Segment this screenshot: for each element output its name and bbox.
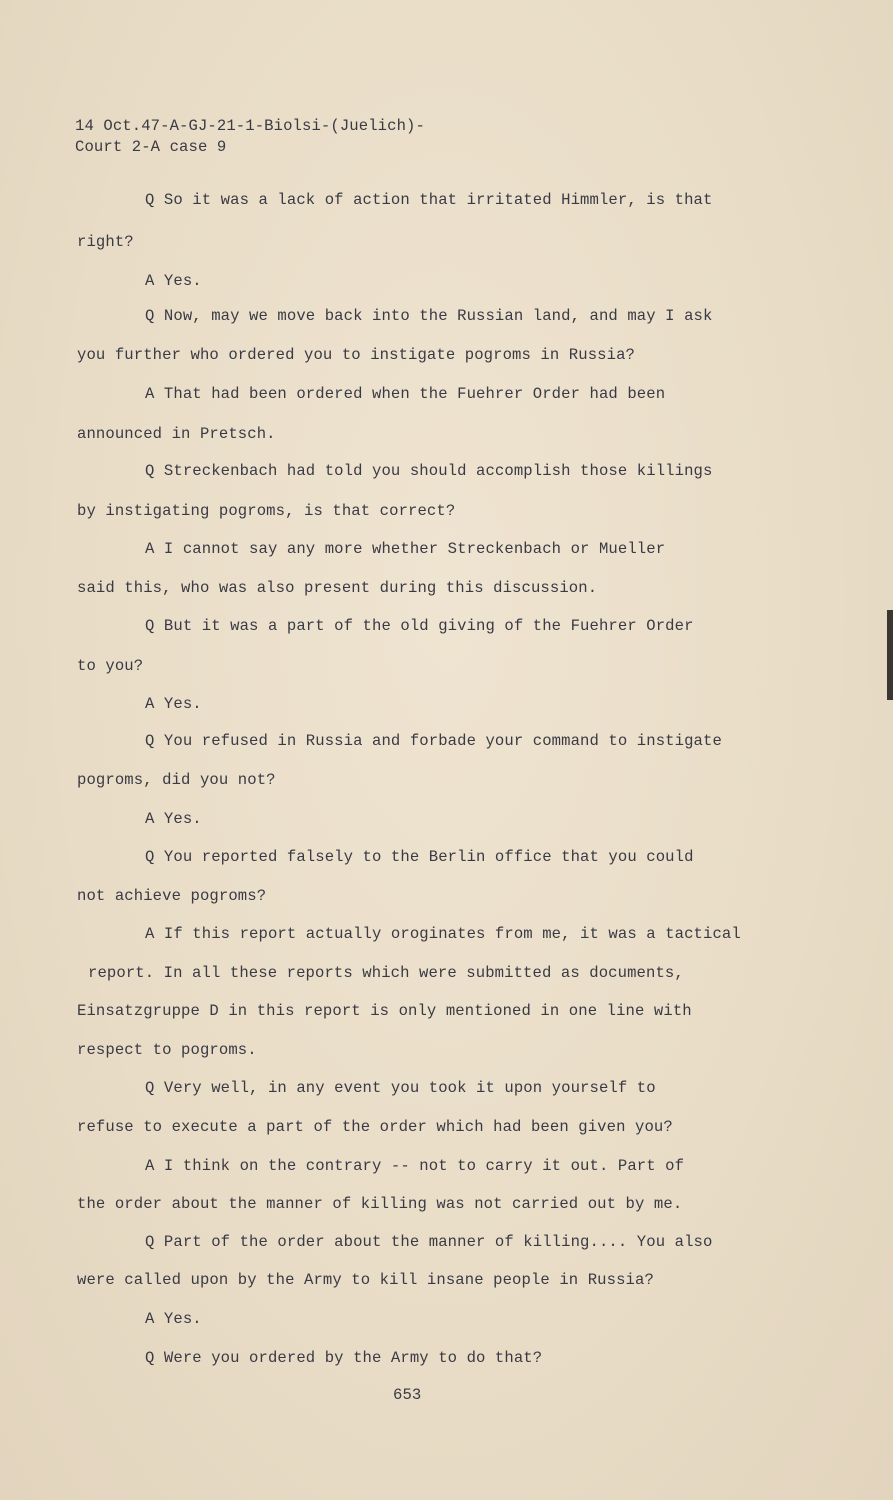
transcript-line: Einsatzgruppe D in this report is only mentioned in one line with [77, 1002, 692, 1020]
transcript-line: Q Very well, in any event you took it upon yourself to [145, 1079, 656, 1097]
transcript-line: to you? [77, 657, 144, 675]
transcript-line: announced in Pretsch. [77, 425, 276, 443]
page-edge-shadow [887, 610, 893, 700]
transcript-line: Q Streckenbach had told you should accomplish those killings [145, 462, 713, 480]
transcript-line: Q But it was a part of the old giving of the Fuehrer Order [145, 617, 694, 635]
transcript-line: pogroms, did you not? [77, 771, 276, 789]
transcript-line: A Yes. [145, 695, 202, 713]
header-reference: 14 Oct.47-A-GJ-21-1-Biolsi-(Juelich)- [75, 117, 425, 135]
header-court: Court 2-A case 9 [75, 138, 227, 156]
page-number: 653 [393, 1386, 422, 1404]
transcript-line: A I think on the contrary -- not to carry it out. Part of [145, 1157, 685, 1175]
transcript-line: Q You reported falsely to the Berlin office that you could [145, 848, 694, 866]
transcript-line: Q Part of the order about the manner of killing.... You also [145, 1233, 713, 1251]
transcript-line: were called upon by the Army to kill insane people in Russia? [77, 1271, 654, 1289]
transcript-line: Q Were you ordered by the Army to do that? [145, 1349, 543, 1367]
transcript-line: report. In all these reports which were submitted as documents, [88, 964, 684, 982]
transcript-line: Q You refused in Russia and forbade your command to instigate [145, 732, 722, 750]
transcript-line: A Yes. [145, 272, 202, 290]
transcript-line: refuse to execute a part of the order which had been given you? [77, 1118, 673, 1136]
transcript-line: A Yes. [145, 1310, 202, 1328]
transcript-line: you further who ordered you to instigate pogroms in Russia? [77, 346, 636, 364]
transcript-line: the order about the manner of killing was not carried out by me. [77, 1195, 683, 1213]
transcript-line: A I cannot say any more whether Streckenbach or Mueller [145, 540, 666, 558]
transcript-line: Q So it was a lack of action that irritated Himmler, is that [145, 191, 713, 209]
transcript-line: right? [77, 233, 134, 251]
transcript-line: A That had been ordered when the Fuehrer Order had been [145, 385, 666, 403]
transcript-line: Q Now, may we move back into the Russian land, and may I ask [145, 307, 713, 325]
transcript-line: by instigating pogroms, is that correct? [77, 502, 456, 520]
transcript-line: respect to pogroms. [77, 1041, 257, 1059]
transcript-line: not achieve pogroms? [77, 887, 267, 905]
transcript-line: A Yes. [145, 810, 202, 828]
transcript-line: said this, who was also present during this discussion. [77, 579, 598, 597]
transcript-line: A If this report actually oroginates from me, it was a tactical [145, 925, 741, 943]
